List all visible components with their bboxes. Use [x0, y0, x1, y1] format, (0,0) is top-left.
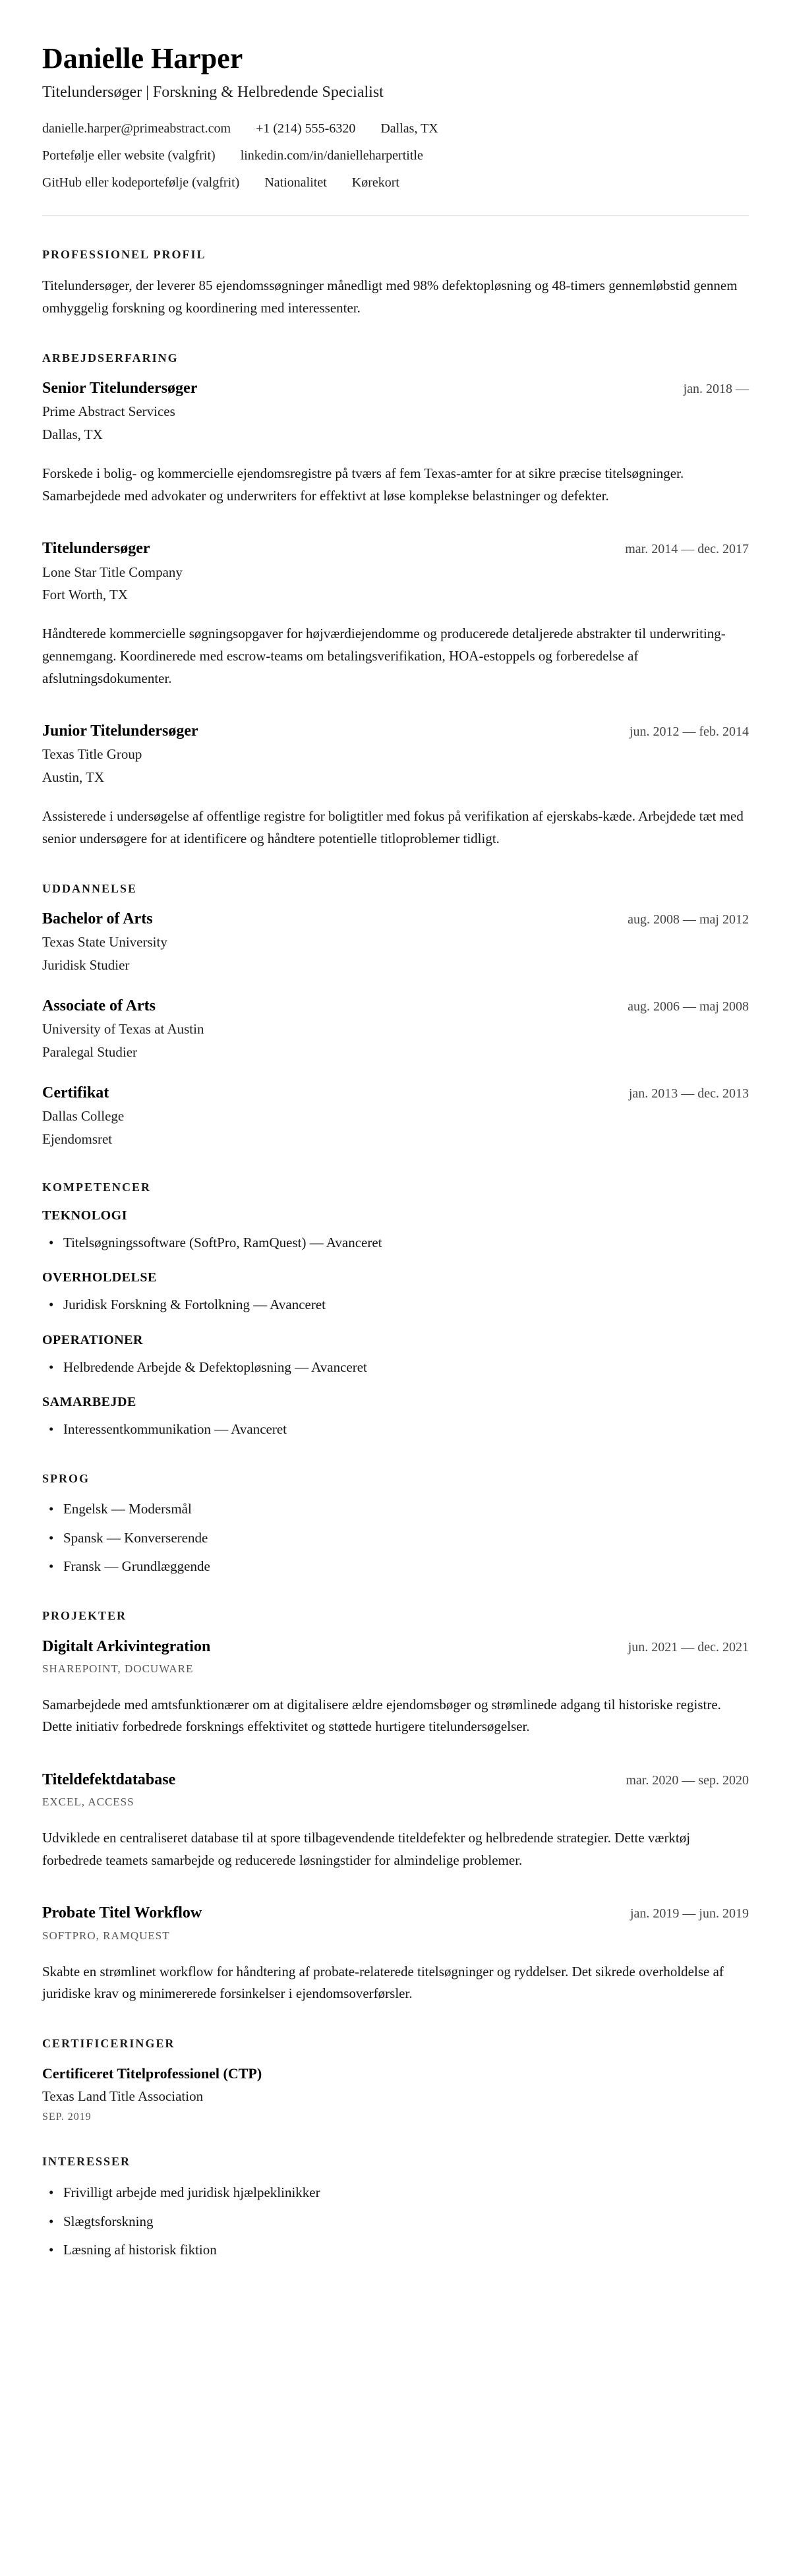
interest-item: • Slægtsforskning [42, 2211, 749, 2233]
certification-title: Certificeret Titelprofessionel (CTP) [42, 2065, 262, 2082]
projects-heading: PROJEKTER [42, 1608, 127, 1622]
skill-group-name: SAMARBEJDE [42, 1395, 136, 1410]
contact-row-2 [42, 147, 749, 165]
job-title: Junior Titelundersøger [42, 722, 198, 740]
section-skills [42, 1181, 749, 1440]
contact-phone: +1 (214) 555-6320 [256, 121, 356, 136]
project-description: Skabte en strømlinet workflow for håndtering af probate-relaterede titelsøgninger og ryddelser. Det sikrede overholdelse af juridiske krav og minimererede forsinkelser i ejendomsoverførsler. [42, 1963, 724, 2002]
language-item: • Fransk — Grundlæggende [42, 1556, 749, 1577]
job-company: Prime Abstract Services [42, 403, 175, 420]
job-location: Austin, TX [42, 769, 105, 785]
project-item [42, 1770, 749, 1871]
section-experience [42, 351, 749, 850]
skill-group-name: OVERHOLDELSE [42, 1270, 157, 1285]
project-date-range: mar. 2020 — sep. 2020 [626, 1772, 749, 1788]
education-date-range: aug. 2006 — maj 2008 [628, 999, 749, 1014]
contact-location: Dallas, TX [380, 121, 438, 136]
certifications-heading: CERTIFICERINGER [42, 2036, 175, 2050]
candidate-name: Danielle Harper [42, 42, 243, 74]
project-date-range: jun. 2021 — dec. 2021 [628, 1639, 749, 1654]
project-tools: SHAREPOINT, DOCUWARE [42, 1662, 194, 1675]
skill-group-name: OPERATIONER [42, 1332, 143, 1347]
section-languages [42, 1472, 749, 1577]
job-location: Fort Worth, TX [42, 587, 128, 603]
certification-issuer: Texas Land Title Association [42, 2088, 204, 2104]
languages-heading: SPROG [42, 1471, 90, 1485]
skill-item: • Titelsøgningssoftware (SoftPro, RamQuest) — Avanceret [42, 1233, 749, 1254]
resume-header [42, 42, 749, 192]
education-item-head [42, 1083, 749, 1103]
skill-group-technology [42, 1208, 749, 1254]
experience-item-head [42, 539, 749, 559]
education-date-range: aug. 2008 — maj 2012 [628, 912, 749, 927]
interest-item: • Læsning af historisk fiktion [42, 2240, 749, 2261]
job-location: Dallas, TX [42, 426, 103, 442]
degree-title: Certifikat [42, 1084, 109, 1102]
school-name: Dallas College [42, 1108, 125, 1125]
contact-linkedin: linkedin.com/in/danielleharpertitle [240, 148, 423, 163]
project-date-range: jan. 2019 — jun. 2019 [630, 1906, 749, 1921]
section-interests [42, 2155, 749, 2260]
project-title: Digitalt Arkivintegration [42, 1637, 211, 1655]
job-company: Texas Title Group [42, 746, 142, 763]
job-date-range: mar. 2014 — dec. 2017 [625, 542, 749, 557]
skill-list [42, 1295, 749, 1316]
education-item-head [42, 909, 749, 929]
interest-list [42, 2182, 749, 2261]
experience-item [42, 721, 749, 850]
skill-group-name: TEKNOLOGI [42, 1208, 127, 1223]
skill-group-compliance [42, 1270, 749, 1316]
education-item [42, 909, 749, 975]
degree-title: Associate of Arts [42, 997, 156, 1015]
project-item-head [42, 1770, 749, 1790]
job-company: Lone Star Title Company [42, 564, 183, 580]
project-title: Probate Titel Workflow [42, 1904, 202, 1922]
degree-title: Bachelor of Arts [42, 910, 153, 928]
section-certifications [42, 2037, 749, 2124]
section-projects [42, 1609, 749, 2005]
skill-item: • Juridisk Forskning & Fortolkning — Avanceret [42, 1295, 749, 1316]
project-item [42, 1903, 749, 2005]
job-date-range: jun. 2012 — feb. 2014 [629, 724, 749, 740]
job-title: Senior Titelundersøger [42, 380, 198, 397]
experience-item [42, 378, 749, 507]
certification-item [42, 2064, 749, 2123]
profile-heading: PROFESSIONEL PROFIL [42, 247, 206, 261]
contact-row-1 [42, 120, 749, 138]
experience-item [42, 539, 749, 689]
school-name: University of Texas at Austin [42, 1021, 204, 1038]
skill-list [42, 1419, 749, 1440]
school-name: Texas State University [42, 934, 167, 951]
language-list [42, 1499, 749, 1577]
contact-github-placeholder: GitHub eller kodeportefølje (valgfrit) [42, 175, 240, 190]
contact-license-placeholder: Kørekort [351, 175, 399, 190]
project-description: Samarbejdede med amtsfunktionærer om at digitalisere ældre ejendomsbøger og strømlinede adgang til historiske registre. Dette initiativ forbedrede forsknings effektivitet og støttede hurtigere titelundersøgelser. [42, 1696, 721, 1735]
interests-heading: INTERESSER [42, 2155, 131, 2169]
language-item: • Spansk — Konverserende [42, 1528, 749, 1549]
contact-email: danielle.harper@primeabstract.com [42, 121, 231, 136]
project-tools: SOFTPRO, RAMQUEST [42, 1929, 170, 1942]
education-item [42, 996, 749, 1062]
job-description: Forskede i bolig- og kommercielle ejendomsregistre på tværs af fem Texas-amter for at sikre præcise titelsøgninger. Samarbejdede med advokater og underwriters for effektivt at løse komplekse belastninger og defekter. [42, 465, 684, 504]
skill-list [42, 1233, 749, 1254]
experience-heading: ARBEJDSERFARING [42, 351, 179, 365]
education-date-range: jan. 2013 — dec. 2013 [628, 1086, 749, 1101]
language-item: • Engelsk — Modersmål [42, 1499, 749, 1520]
education-item-head [42, 996, 749, 1016]
contact-row-3 [42, 174, 749, 192]
field-of-study: Juridisk Studier [42, 956, 130, 973]
skill-group-collaboration [42, 1395, 749, 1440]
job-description: Håndterede kommercielle søgningsopgaver for højværdiejendomme og producerede detaljerede abstrakter til underwriting-gennemgang. Koordinerede med escrow-teams om betalingsverifikation, HOA-estoppels og forberedelse af afslutningsdokumenter. [42, 626, 726, 686]
job-description: Assisterede i undersøgelse af offentlige registre for boligtitler med fokus på verifikation af ejerskabs-kæde. Arbejdede tæt med senior undersøgere for at identificere og håndtere potentielle titloproblemer tidligt. [42, 808, 744, 846]
skill-group-operations [42, 1333, 749, 1378]
education-item [42, 1083, 749, 1149]
certification-date: SEP. 2019 [42, 2111, 92, 2123]
field-of-study: Ejendomsret [42, 1130, 113, 1147]
project-tools: EXCEL, ACCESS [42, 1796, 134, 1809]
project-description: Udviklede en centraliseret database til at spore tilbagevendende titeldefekter og helbredende strategier. Dette værktøj forbedrede teamets samarbejde og reducerede løsningstider for almindelige problemer. [42, 1830, 691, 1868]
project-title: Titeldefektdatabase [42, 1771, 176, 1788]
project-item [42, 1637, 749, 1738]
job-title: Titelundersøger [42, 540, 150, 558]
skill-list [42, 1357, 749, 1378]
skills-heading: KOMPETENCER [42, 1181, 152, 1194]
interest-item: • Frivilligt arbejde med juridisk hjælpeklinikker [42, 2182, 749, 2204]
skill-item: • Helbredende Arbejde & Defektopløsning — Avanceret [42, 1357, 749, 1378]
candidate-tagline: Titelundersøger | Forskning & Helbredende Specialist [42, 83, 384, 101]
contact-nationality-placeholder: Nationalitet [264, 175, 327, 190]
contact-website-placeholder: Portefølje eller website (valgfrit) [42, 148, 216, 163]
experience-item-head [42, 721, 749, 742]
experience-item-head [42, 378, 749, 399]
education-heading: UDDANNELSE [42, 881, 138, 895]
field-of-study: Paralegal Studier [42, 1043, 138, 1060]
skill-item: • Interessentkommunikation — Avanceret [42, 1419, 749, 1440]
profile-text: Titelundersøger, der leverer 85 ejendomssøgninger månedligt med 98% defektopløsning og 48-timers gennemløbstid gennem omhyggelig forskning og koordinering med interessenter. [42, 278, 738, 316]
job-date-range: jan. 2018 — [683, 382, 749, 397]
project-item-head [42, 1903, 749, 1923]
section-profile [42, 248, 749, 320]
project-item-head [42, 1637, 749, 1657]
section-education [42, 882, 749, 1150]
